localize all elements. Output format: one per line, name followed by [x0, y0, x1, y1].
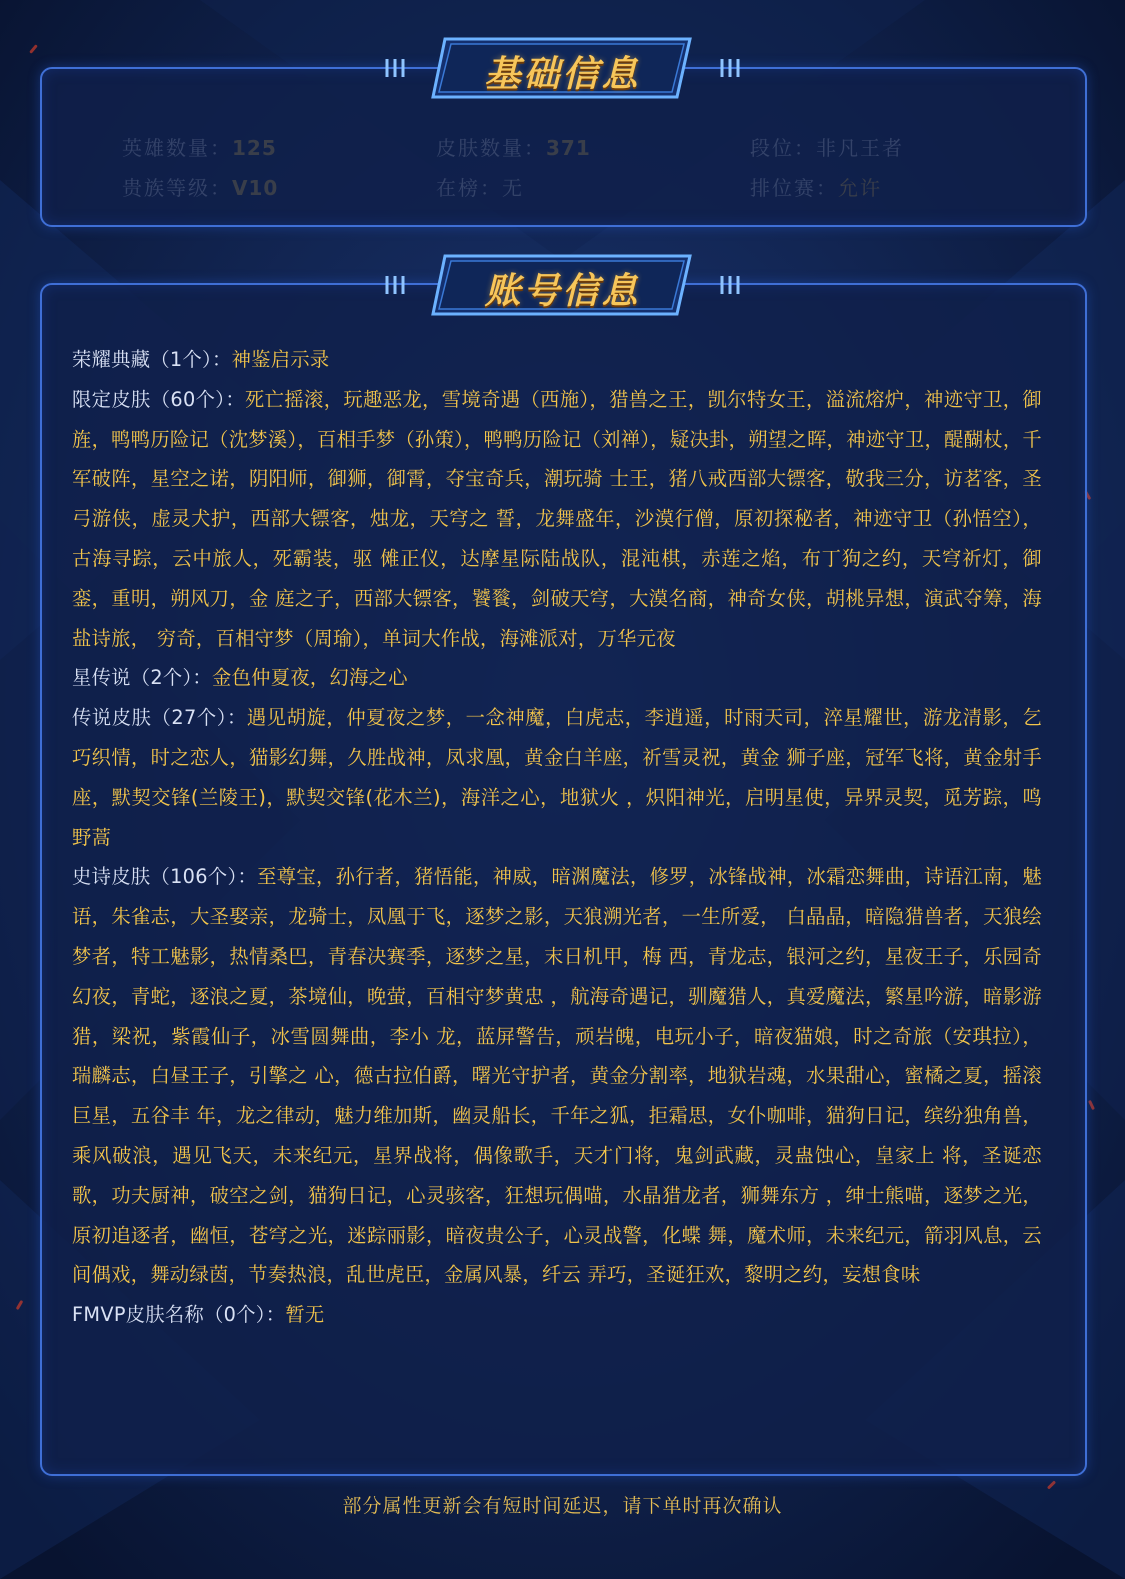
star-legend-label: 星传说（2个）： — [72, 666, 212, 690]
glory-collection-label: 荣耀典藏（1个）： — [72, 348, 232, 371]
epic-skins-label: 史诗皮肤（106个）： — [72, 865, 258, 889]
fmvp-skins-label: FMVP皮肤名称（0个）： — [72, 1303, 286, 1327]
star-legend-row — [72, 658, 1042, 698]
glory-collection-row — [72, 340, 1042, 380]
account-info-content — [72, 340, 1042, 1335]
account-info-title: 账号信息 — [484, 271, 641, 312]
fmvp-skins-items: 暂无 — [285, 1303, 325, 1327]
legend-skins-label: 传说皮肤（27个）： — [72, 706, 247, 730]
basic-info-title: 基础信息 — [484, 54, 641, 95]
limited-skins-row — [72, 380, 1042, 659]
footer-note: 部分属性更新会有短时间延迟，请下单时再次确认 — [342, 1495, 783, 1517]
legend-skins-items: 遇见胡旋，仲夏夜之梦，一念神魔，白虎志，李逍遥，时雨天司，淬星耀世，游龙清影，乞巧织情，时之恋人，猫影幻舞，久胜战神，凤求凰，黄金白羊座，祈雪灵祝，黄金 狮子座，冠军飞将，黄金射手座，默契交锋(兰陵王)，默契交锋(花木兰)，海洋之心，地狱火 ，炽阳神光，启明星使，异界灵契，觅芳踪，鸣野蒿 — [72, 706, 1043, 849]
epic-skins-items: 至尊宝，孙行者，猪悟能，神威，暗渊魔法，修罗，冰锋战神，冰霜恋舞曲，诗语江南，魅语，朱雀志，大圣娶亲，龙骑士，凤凰于飞，逐梦之影，天狼溯光者，一生所爱， 白晶晶，暗隐猎兽者，天狼绘梦者，特工魅影，热情桑巴，青春决赛季，逐梦之星，末日机甲，梅 西，青龙志，银河之约，星夜王子，乐园奇幻夜，青蛇，逐浪之夏，茶境仙，晚萤，百相守梦黄忠 ，航海奇遇记，驯魔猎人，真爱魔法，繁星吟游，暗影游猎，梁祝，紫霞仙子，冰雪圆舞曲，李小 龙，蓝屏警告，顽岩魄，电玩小子，暗夜猫娘，时之奇旅（安琪拉），瑞麟志，白昼王子，引擎之 心，德古拉伯爵，曙光守护者，黄金分割率，地狱岩魂，水果甜心，蜜橘之夏，摇滚巨星，五谷丰 年，龙之律动，魅力维加斯，幽灵船长，千年之狐，拒霜思，女仆咖啡，猫狗日记，缤纷独角兽， 乘风破浪，遇见飞天，未来纪元，星界战将，偶像歌手，天才门将，鬼剑武藏，灵蛊蚀心，皇家上 将，圣诞恋歌，功夫厨神，破空之剑，猫狗日记，心灵骇客，狂想玩偶喵，水晶猎龙者，狮舞东方 ，绅士熊喵，逐梦之光，原初追逐者，幽恒，苍穹之光，迷踪丽影，暗夜贵公子，心灵战警，化蝶 舞，魔术师，未来纪元，箭羽风息，云间偶戏，舞动绿茵，节奏热浪，乱世虎臣，金属风暴，纤云 弄巧，圣诞狂欢，黎明之约，妄想食味 — [72, 865, 1042, 1287]
glory-collection-items: 神鉴启示录 — [231, 348, 330, 371]
fmvp-skins-row — [72, 1295, 1042, 1335]
star-legend-items: 金色仲夏夜，幻海之心 — [212, 666, 408, 690]
legend-skins-row — [72, 698, 1042, 857]
limited-skins-label: 限定皮肤（60个）： — [72, 387, 245, 411]
limited-skins-items: 死亡摇滚，玩趣恶龙，雪境奇遇（西施），猎兽之王，凯尔特女王，溢流熔炉，神迹守卫，御旌，鸭鸭历险记（沈梦溪），百相手梦（孙策），鸭鸭历险记（刘禅），疑决卦，朔望之晖，神迹守卫，醍醐杖，千军破阵，星空之诺，阴阳师，御狮，御霄，夺宝奇兵，潮玩骑 士王，猪八戒西部大镖客，敬我三分，访茗客，圣弓游侠，虚灵犬护，西部大镖客，烛龙，天穹之 誓，龙舞盛年，沙漠行僧，原初探秘者，神迹守卫（孙悟空），古海寻踪，云中旅人，死霸装，驱 傩正仪，达摩星际陆战队，混沌棋，赤莲之焰，布丁狗之约，天穹祈灯，御銮，重明，朔风刀，金 庭之子，西部大镖客，饕餮，剑破天穹，大漠名商，神奇女侠，胡桃异想，演武夺筹，海盐诗旅， 穷奇，百相守梦（周瑜），单词大作战，海滩派对，万华元夜 — [72, 387, 1042, 650]
account-info-title-banner — [385, 252, 740, 318]
basic-info-title-banner — [385, 35, 740, 101]
epic-skins-row — [72, 857, 1042, 1295]
